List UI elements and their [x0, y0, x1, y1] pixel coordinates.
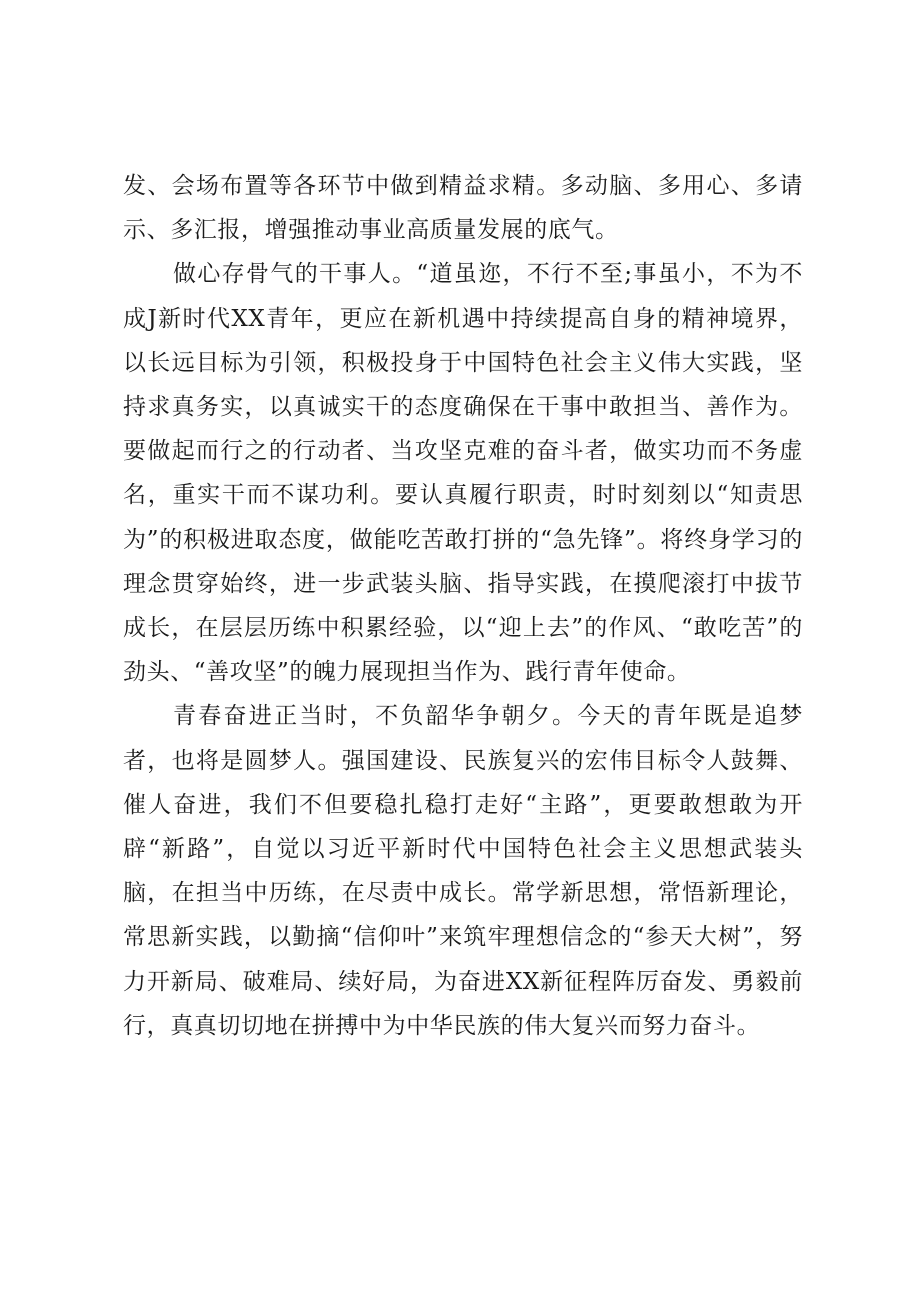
- body-text: [123, 164, 803, 1048]
- paragraph-1: 发、会场布置等各环节中做到精益求精。多动脑、多用心、多请示、多汇报，增强推动事业高质量发展的底气。: [123, 173, 803, 244]
- paragraph-2: 做心存骨气的干事人。“道虽迩，不行不至;事虽小，不为不成J新时代XX青年，更应在新机遇中持续提高自身的精神境界，以长远目标为引领，积极投身于中国特色社会主义伟大实践，坚持求真务实，以真诚实干的态度确保在干事中敢担当、善作为。要做起而行之的行动者、当攻坚克难的奋斗者，做实功而不务虚名，重实干而不谋功利。要认真履行职责，时时刻刻以“知责思为”的积极进取态度，做能吃苦敢打拼的“急先锋”。将终身学习的理念贯穿始终，进一步武装头脑、指导实践，在摸爬滚打中拔节成长，在层层历练中积累经验，以“迎上去”的作风、“敢吃苦”的劲头、“善攻坚”的魄力展现担当作为、践行青年使命。: [123, 261, 803, 686]
- paragraph-3: 青春奋进正当时，不负韶华争朝夕。今天的青年既是追梦者，也将是圆梦人。强国建设、民族复兴的宏伟目标令人鼓舞、催人奋进，我们不但要稳扎稳打走好“主路”，更要敢想敢为开辟“新路”，自觉以习近平新时代中国特色社会主义思想武装头脑，在担当中历练，在尽责中成长。常学新思想，常悟新理论，常思新实践，以勤摘“信仰叶”来筑牢理想信念的“参天大树”，努力开新局、破难局、续好局，为奋进XX新征程阵厉奋发、勇毅前行，真真切切地在拼搏中为中华民族的伟大复兴而努力奋斗。: [123, 703, 803, 1039]
